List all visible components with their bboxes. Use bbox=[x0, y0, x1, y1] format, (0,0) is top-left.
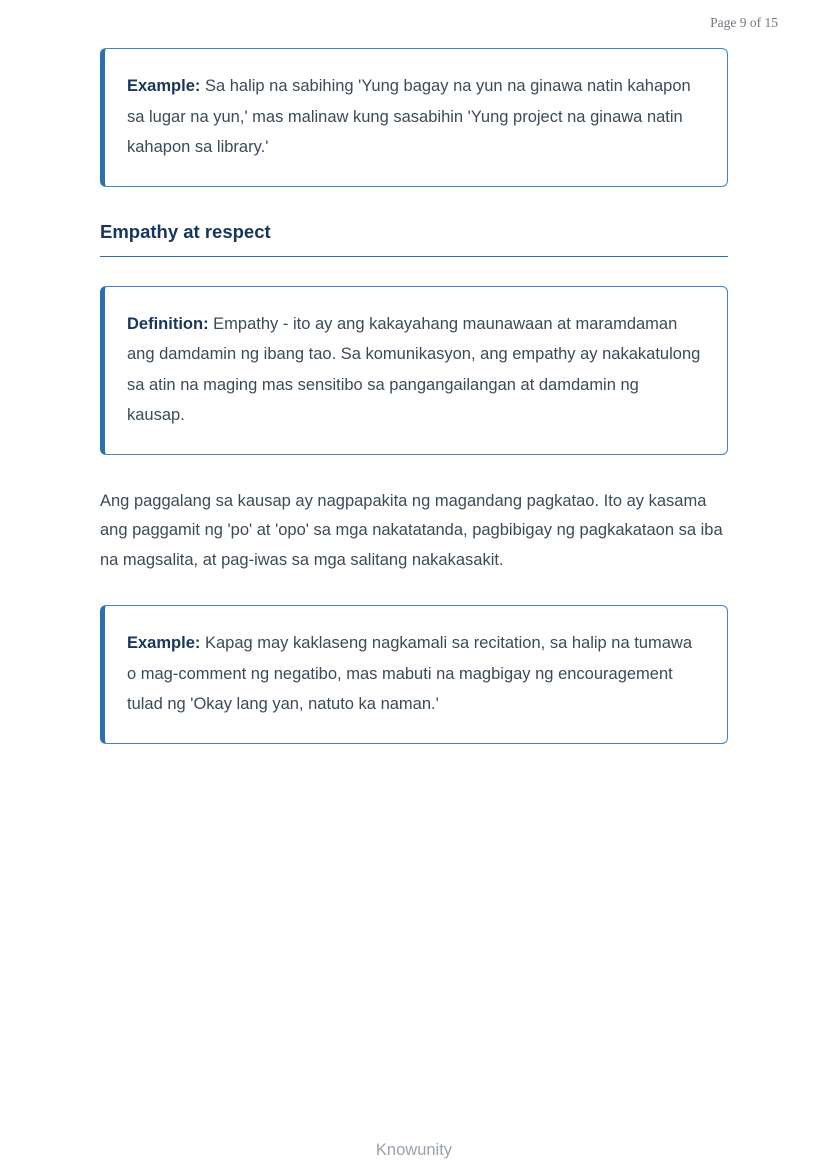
example-box-2-label: Example: bbox=[127, 634, 201, 652]
example-box-1-text: Sa halip na sabihing 'Yung bagay na yun na ginawa natin kahapon sa lugar na yun,' mas malinaw kung sasabihin 'Yung project na ginawa natin kahapon sa library.' bbox=[127, 77, 691, 156]
example-box-1-paragraph bbox=[127, 71, 701, 163]
example-callout-box-1 bbox=[100, 48, 728, 187]
spacer bbox=[100, 455, 728, 487]
definition-box-text: Empathy - ito ay ang kakayahang maunawaan at maramdaman ang damdamin ng ibang tao. Sa komunikasyon, ang empathy ay nakakatulong sa atin na maging mas sensitibo sa pangangailangan at damdamin ng kausap. bbox=[127, 314, 701, 424]
example-box-1-label: Example: bbox=[127, 77, 201, 95]
page-number-indicator: Page 9 of 15 bbox=[710, 15, 778, 30]
spacer bbox=[100, 575, 728, 605]
body-paragraph-respect: Ang paggalang sa kausap ay nagpapakita ng magandang pagkatao. Ito ay kasama ang paggamit ng 'po' at 'opo' sa mga nakatatanda, pagbibigay ng pagkakataon sa iba na magsalita, at pag-iwas sa mga salitang nakakasakit. bbox=[100, 491, 723, 569]
example-box-2-text: Kapag may kaklaseng nagkamali sa recitation, sa halip na tumawa o mag-comment ng negatibo, mas mabuti na magbigay ng encouragement tulad ng 'Okay lang yan, natuto ka naman.' bbox=[127, 634, 692, 713]
definition-box-label: Definition: bbox=[127, 314, 209, 333]
document-content bbox=[100, 48, 728, 744]
example-box-2-paragraph bbox=[127, 628, 701, 720]
footer-brand-knowunity: Knowunity bbox=[375, 1141, 453, 1159]
definition-callout-box bbox=[100, 286, 728, 455]
definition-box-paragraph bbox=[127, 309, 701, 431]
example-callout-box-2 bbox=[100, 605, 728, 744]
section-heading-empathy-at-respect: Empathy at respect bbox=[100, 221, 728, 257]
spacer bbox=[100, 257, 728, 286]
